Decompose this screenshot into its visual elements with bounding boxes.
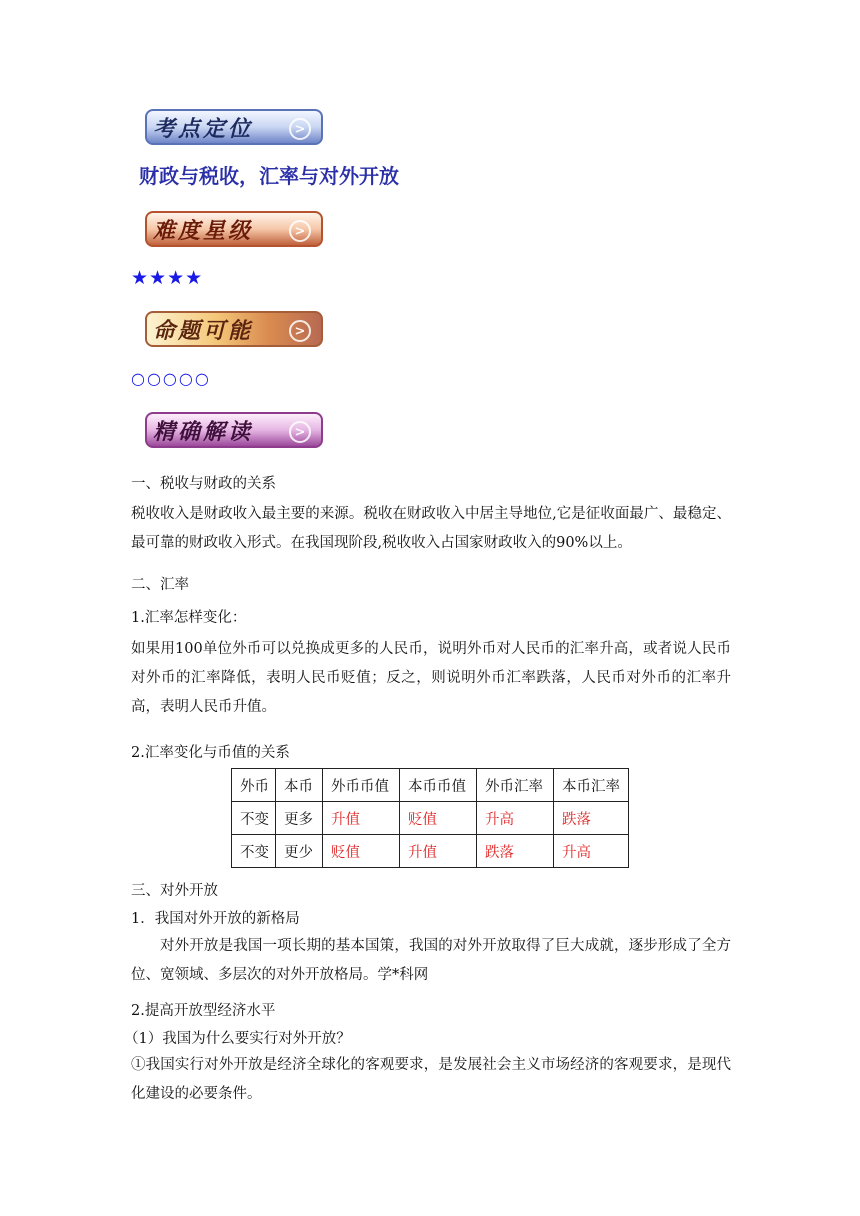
table-cell: 不变 — [232, 802, 276, 835]
table-header-row — [232, 769, 629, 802]
table-header-cell: 外币币值 — [323, 769, 400, 802]
subheading-open-economy: 2.提高开放型经济水平 — [131, 1003, 276, 1019]
table-header-cell: 本币汇率 — [554, 769, 629, 802]
table-cell: 升值 — [400, 835, 477, 868]
kaodian-badge-label: 考点定位 — [153, 115, 254, 142]
table-row — [232, 802, 629, 835]
nandu-badge-label: 难度星级 — [153, 217, 254, 244]
nandu-badge — [145, 211, 323, 247]
chevron-right-icon: > — [289, 320, 311, 342]
exchange-rate-table — [231, 768, 629, 868]
table-cell: 不变 — [232, 835, 276, 868]
question-1: （1）我国为什么要实行对外开放？ — [124, 1031, 351, 1047]
section-heading-3: 三、对外开放 — [131, 883, 218, 899]
jingque-badge-label: 精确解读 — [153, 418, 254, 445]
table-row — [232, 835, 629, 868]
section-heading-2: 二、汇率 — [131, 577, 189, 593]
jingque-badge — [145, 412, 323, 448]
mingti-badge — [145, 311, 323, 347]
table-cell: 贬值 — [400, 802, 477, 835]
table-cell: 贬值 — [323, 835, 400, 868]
section-text-1: 税收收入是财政收入最主要的来源。税收在财政收入中居主导地位,它是征收面最广、最稳定、最可靠的财政收入形式。在我国现阶段,税收收入占国家财政收入的90%以上。 — [131, 506, 731, 551]
kaodian-badge — [145, 109, 323, 145]
probability-circles: ○○○○○ — [131, 369, 211, 388]
table-header-cell: 外币 — [232, 769, 276, 802]
table-cell: 升高 — [477, 802, 554, 835]
chevron-right-icon: > — [289, 118, 311, 140]
chevron-right-icon: > — [289, 421, 311, 443]
mingti-badge-label: 命题可能 — [153, 317, 254, 344]
table-cell: 跌落 — [477, 835, 554, 868]
answer-1: ①我国实行对外开放是经济全球化的客观要求，是发展社会主义市场经济的客观要求，是现代化建设的必要条件。 — [131, 1057, 731, 1102]
section-text-3: 对外开放是我国一项长期的基本国策，我国的对外开放取得了巨大成就，逐步形成了全方位、宽领域、多层次的对外开放格局。学*科网 — [131, 938, 731, 983]
subheading-exchange-change: 1.汇率怎样变化： — [131, 610, 247, 626]
table-cell: 升值 — [323, 802, 400, 835]
difficulty-stars: ★★★★ — [131, 267, 204, 289]
table-cell: 更少 — [276, 835, 323, 868]
table-header-cell: 本币币值 — [400, 769, 477, 802]
section-heading-1: 一、税收与财政的关系 — [131, 476, 276, 492]
subheading-exchange-value: 2.汇率变化与币值的关系 — [131, 745, 290, 761]
table-cell: 升高 — [554, 835, 629, 868]
table-cell: 更多 — [276, 802, 323, 835]
subheading-opening-pattern: 1．我国对外开放的新格局 — [131, 911, 300, 927]
section-text-2: 如果用100单位外币可以兑换成更多的人民币，说明外币对人民币的汇率升高，或者说人民币对外币的汇率降低，表明人民币贬值；反之，则说明外币汇率跌落，人民币对外币的汇率升高，表明人民币升值。 — [131, 641, 731, 715]
table-header-cell: 外币汇率 — [477, 769, 554, 802]
table-cell: 跌落 — [554, 802, 629, 835]
topic-title: 财政与税收，汇率与对外开放 — [139, 164, 399, 188]
chevron-right-icon: > — [289, 220, 311, 242]
table-header-cell: 本币 — [276, 769, 323, 802]
